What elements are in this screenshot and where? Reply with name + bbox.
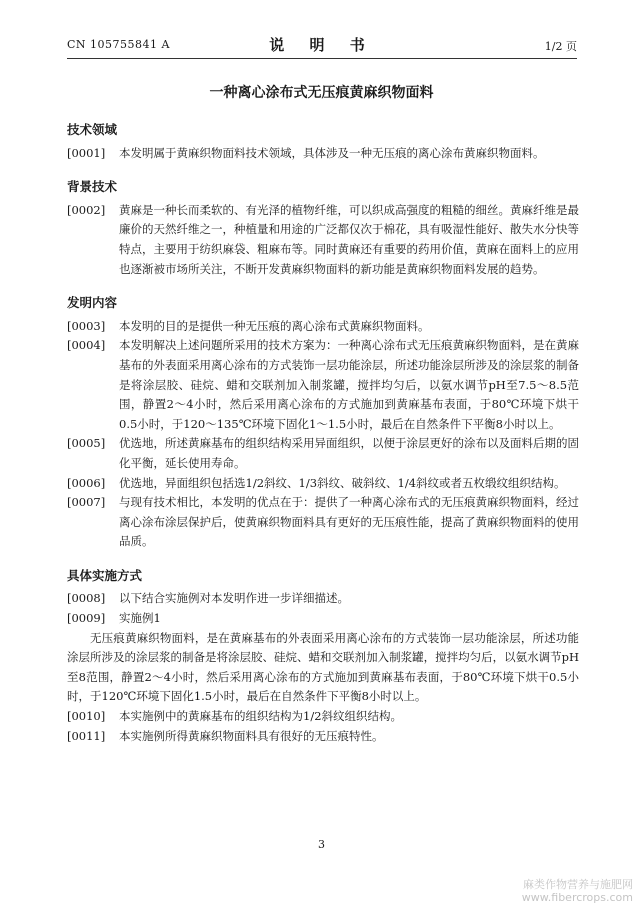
- paragraph-text: 本发明属于黄麻织物面料技术领域，具体涉及一种无压痕的离心涂布黄麻织物面料。: [119, 145, 545, 160]
- paragraph-0008: [67, 589, 579, 609]
- paragraph-number: [0009]: [67, 611, 106, 626]
- section-heading-tech-field: 技术领域: [67, 122, 118, 137]
- paragraph-number: [0002]: [67, 202, 106, 217]
- section-heading-summary: 发明内容: [67, 295, 118, 311]
- paragraph-text: 优选地，所述黄麻基布的组织结构采用异面组织，以便于涂层更好的涂布以及面料后期的固化平衡，延长使用寿命。: [119, 436, 579, 470]
- paragraph-text: 与现有技术相比，本发明的优点在于：提供了一种离心涂布式的无压痕黄麻织物面料，经过离心涂布涂层保护后，使黄麻织物面料具有更好的无压痕性能，提高了黄麻织物面料的使用品质。: [119, 495, 579, 549]
- paragraph-text: 本实施例所得黄麻织物面料具有很好的无压痕特性。: [119, 728, 384, 743]
- paragraph-number: [0007]: [67, 495, 106, 510]
- paragraph-text: 以下结合实施例对本发明作进一步详细描述。: [119, 591, 349, 606]
- paragraph-0010: [67, 707, 579, 727]
- paragraph-number: [0006]: [67, 475, 106, 490]
- paragraph-text: 本发明解决上述问题所采用的技术方案为：一种离心涂布式无压痕黄麻织物面料，是在黄麻基布的外表面采用离心涂布的方式装饰一层功能涂层，所述功能涂层所涉及的涂层浆的制备是将涂层胶、硅烷、蜡和交联剂加入制浆罐，搅拌均匀后，以氨水调节pH至7.5～8.5范围，静置2～4小时，然后采用离心涂布的方式施加到黄麻基布表面，于80℃环境下烘干0.5小时，于120～135℃环境下固化1～1.5小时，最后在自然条件下平衡8小时以上。: [119, 338, 579, 431]
- paragraph-text: 优选地，异面组织包括选1/2斜纹、1/3斜纹、破斜纹、1/4斜纹或者五枚缎纹组织结构。: [119, 475, 566, 490]
- paragraph-text: 本实施例中的黄麻基布的组织结构为1/2斜纹组织结构。: [119, 709, 403, 724]
- section-heading-embodiment: 具体实施方式: [67, 567, 143, 583]
- paragraph-number: [0011]: [67, 728, 106, 743]
- paragraph-0001: [67, 144, 579, 164]
- document-type: 说 明 书: [269, 36, 375, 54]
- paragraph-text: 黄麻是一种长而柔软的、有光泽的植物纤维，可以织成高强度的粗糙的细丝。黄麻纤维是最廉价的天然纤维之一，种植量和用途的广泛都仅次于棉花，具有吸湿性能好、散失水分快等特点，主要用于纺织麻袋、粗麻布等。同时黄麻还有重要的药用价值，黄麻在面料上的应用也逐渐被市场所关注，不断开发黄麻织物面料的新功能是黄麻织物面料发展的趋势。: [119, 202, 579, 276]
- paragraph-0002: [67, 201, 579, 279]
- page-number: 3: [318, 838, 325, 851]
- watermark-url: www.fibercrops.com: [521, 891, 633, 904]
- paragraph-number: [0001]: [67, 145, 106, 160]
- header-rule: [67, 58, 577, 59]
- paragraph-text: 本发明的目的是提供一种无压痕的离心涂布式黄麻织物面料。: [119, 318, 430, 333]
- document-title: 一种离心涂布式无压痕黄麻织物面料: [209, 85, 434, 101]
- document-body: [67, 120, 579, 746]
- paragraph-0003: [67, 317, 579, 337]
- embodiment-1-body: 无压痕黄麻织物面料，是在黄麻基布的外表面采用离心涂布的方式装饰一层功能涂层，所述功能涂层所涉及的涂层浆的制备是将涂层胶、硅烷、蜡和交联剂加入制浆罐，搅拌均匀后，以氨水调节pH至8范围，静置2～4小时，然后采用离心涂布的方式施加到黄麻基布表面，于80℃环境下烘干0.5小时，于120℃环境下固化1.5小时，最后在自然条件下平衡8小时以上。: [67, 630, 579, 704]
- paragraph-0007: [67, 493, 579, 552]
- paragraph-text: 实施例1: [119, 611, 161, 626]
- page-indicator: 1/2 页: [544, 40, 577, 53]
- section-heading-background: 背景技术: [67, 179, 118, 195]
- paragraph-0011: [67, 727, 579, 747]
- paragraph-0005: [67, 434, 579, 473]
- paragraph-0009: [67, 609, 579, 629]
- paragraph-number: [0010]: [67, 709, 106, 724]
- paragraph-number: [0004]: [67, 338, 106, 353]
- watermark-text: 麻类作物营养与施肥网: [523, 878, 633, 891]
- paragraph-number: [0003]: [67, 318, 106, 333]
- patent-number: CN 105755841 A: [67, 38, 170, 51]
- paragraph-0004: [67, 336, 579, 434]
- paragraph-number: [0005]: [67, 436, 106, 451]
- paragraph-number: [0008]: [67, 591, 106, 606]
- paragraph-0006: [67, 474, 579, 494]
- page-header: [67, 34, 577, 56]
